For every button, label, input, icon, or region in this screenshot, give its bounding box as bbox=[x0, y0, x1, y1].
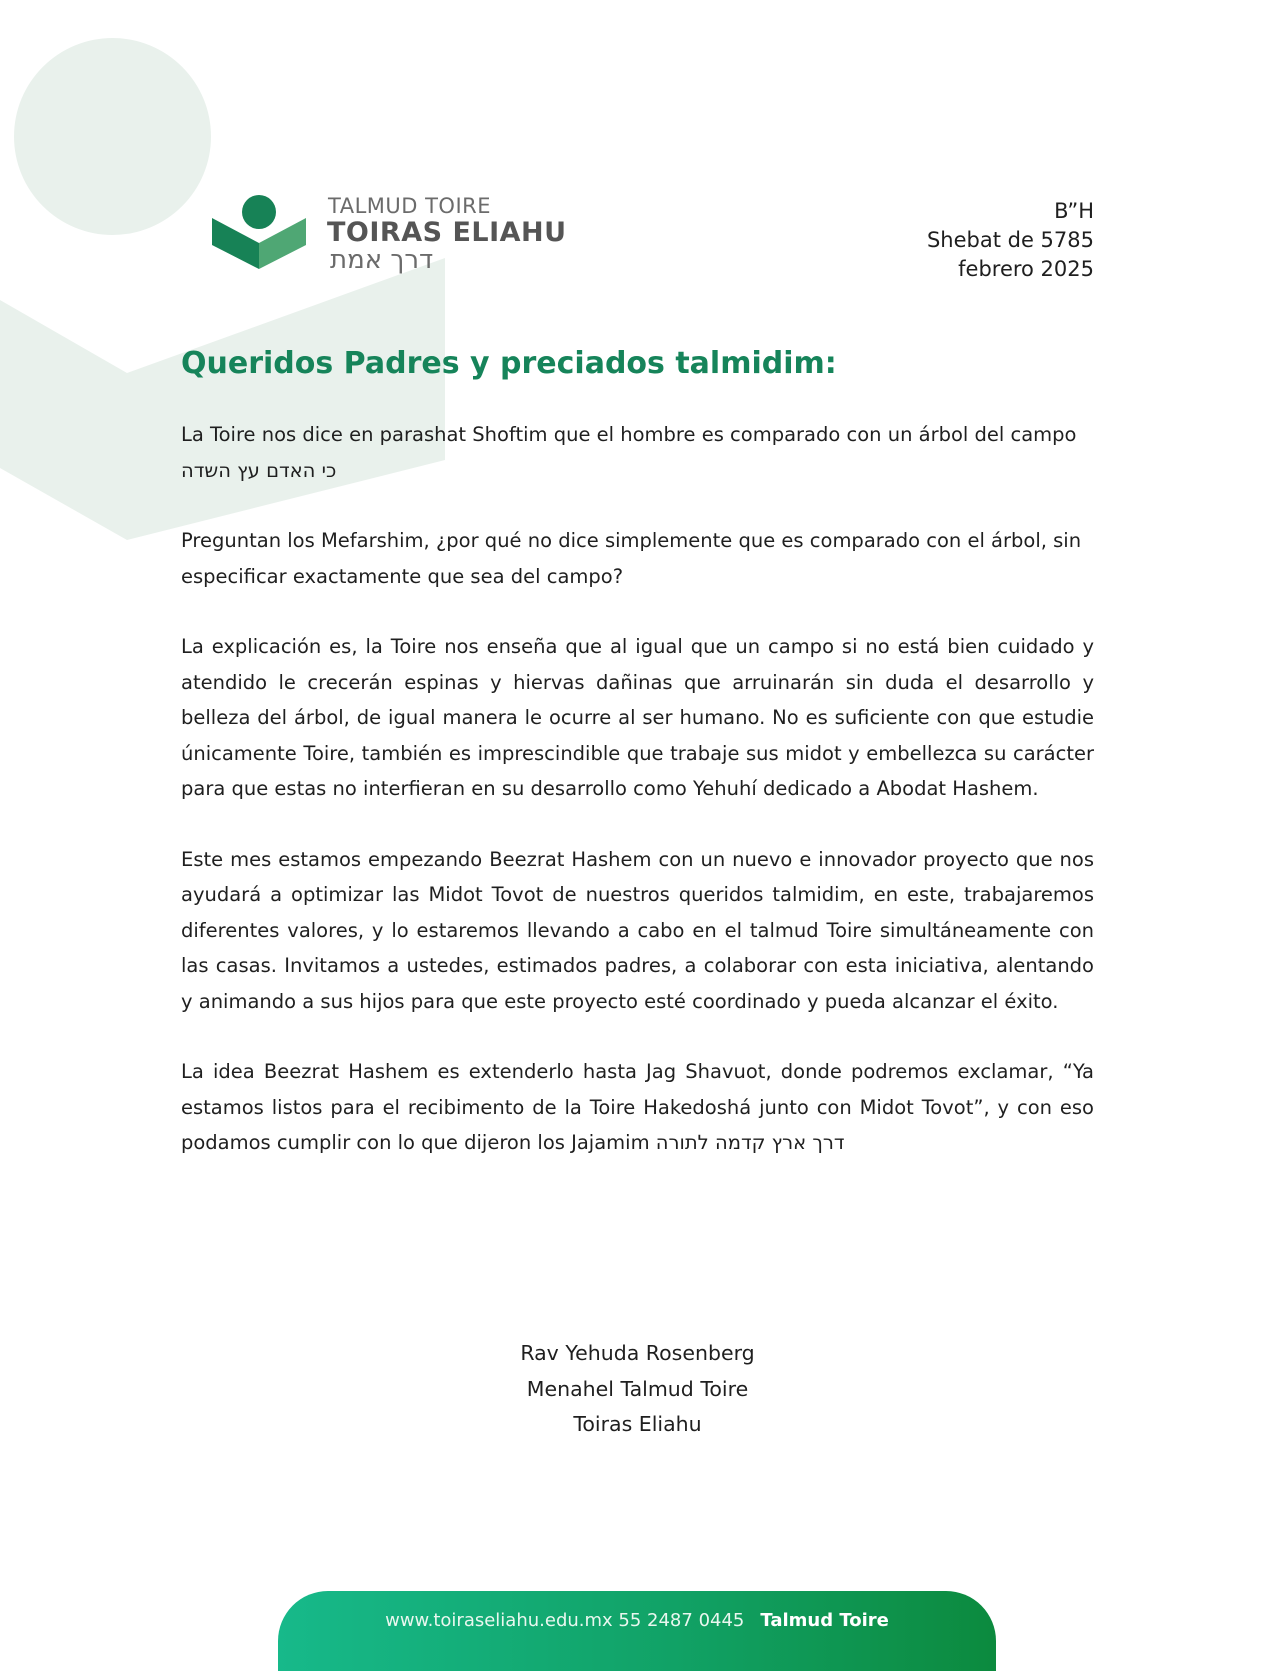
footer-contact: www.toiraseliahu.edu.mx 55 2487 0445 bbox=[385, 1610, 745, 1631]
letter-body bbox=[181, 417, 1094, 1196]
signature-name: Rav Yehuda Rosenberg bbox=[520, 1341, 755, 1365]
logo bbox=[212, 193, 592, 283]
date-block bbox=[927, 197, 1094, 284]
signature-role: Menahel Talmud Toire bbox=[526, 1376, 749, 1401]
paragraph-3: La explicación es, la Toire nos enseña que al igual que un campo si no está bien cuidado y atendido le crecerán espinas y hiervas dañinas que arruinarán sin duda el desarrollo y belleza del árbol, de igual manera le ocurre al ser humano. No es suficiente con que estudie únicamente Toire, también es imprescindible que trabaje sus midot y embellezca su carácter para que estas no interfieran en su desarrollo como Yehuhí dedicado a Abodat Hashem. bbox=[181, 635, 1094, 800]
footer-text bbox=[278, 1610, 996, 1631]
footer-brand: Talmud Toire bbox=[760, 1610, 889, 1631]
bh-mark: B”H bbox=[1054, 199, 1094, 223]
civil-date: febrero 2025 bbox=[958, 257, 1094, 281]
logo-name: TOIRAS ELIAHU bbox=[327, 217, 567, 248]
hebrew-date: Shebat de 5785 bbox=[926, 228, 1094, 252]
paragraph-4: Este mes estamos empezando Beezrat Hashem con un nuevo e innovador proyecto que nos ayudará a optimizar las Midot Tovot de nuestros queridos talmidim, en este, trabajaremos diferentes valores, y lo estaremos llevando a cabo en el talmud Toire simultáneamente con las casas. Invitamos a ustedes, estimados padres, a colaborar con esta iniciativa, alentando y animando a sus hijos para que este proyecto esté coordinado y pueda alcanzar el éxito. bbox=[181, 847, 1094, 1013]
paragraph-5-text: La idea Beezrat Hashem es extenderlo hasta Jag Shavuot, donde podremos exclamar, “Ya estamos listos para el recibimento de la Toire Hakedoshá junto con Midot Tovot”, y con eso podamos cumplir con lo que dijeron los Jajamim bbox=[181, 1060, 1094, 1154]
paragraph-5-hebrew-quote: דרך ארץ קדמה לתורה bbox=[655, 1131, 845, 1154]
footer-bar bbox=[278, 1591, 996, 1671]
logo-mark-icon bbox=[212, 193, 308, 273]
signature-org: Toiras Eliahu bbox=[573, 1412, 702, 1436]
logo-subtitle: TALMUD TOIRE bbox=[328, 194, 492, 218]
paragraph-1-hebrew-quote: כי האדם עץ השדה bbox=[181, 458, 337, 482]
paragraph-1-text: La Toire nos dice en parashat Shoftim que el hombre es comparado con un árbol del campo bbox=[181, 423, 1077, 446]
paragraph-1 bbox=[181, 417, 1094, 488]
letter-salutation: Queridos Padres y preciados talmidim: bbox=[181, 346, 837, 381]
logo-hebrew-motto: דרך אמת bbox=[330, 245, 434, 275]
background-circle bbox=[14, 38, 211, 235]
paragraph-2: Preguntan los Mefarshim, ¿por qué no dice simplemente que es comparado con el árbol, sin especificar exactamente que sea del campo? bbox=[181, 529, 1082, 588]
signature-block bbox=[0, 1336, 1275, 1443]
paragraph-5 bbox=[181, 1054, 1094, 1161]
